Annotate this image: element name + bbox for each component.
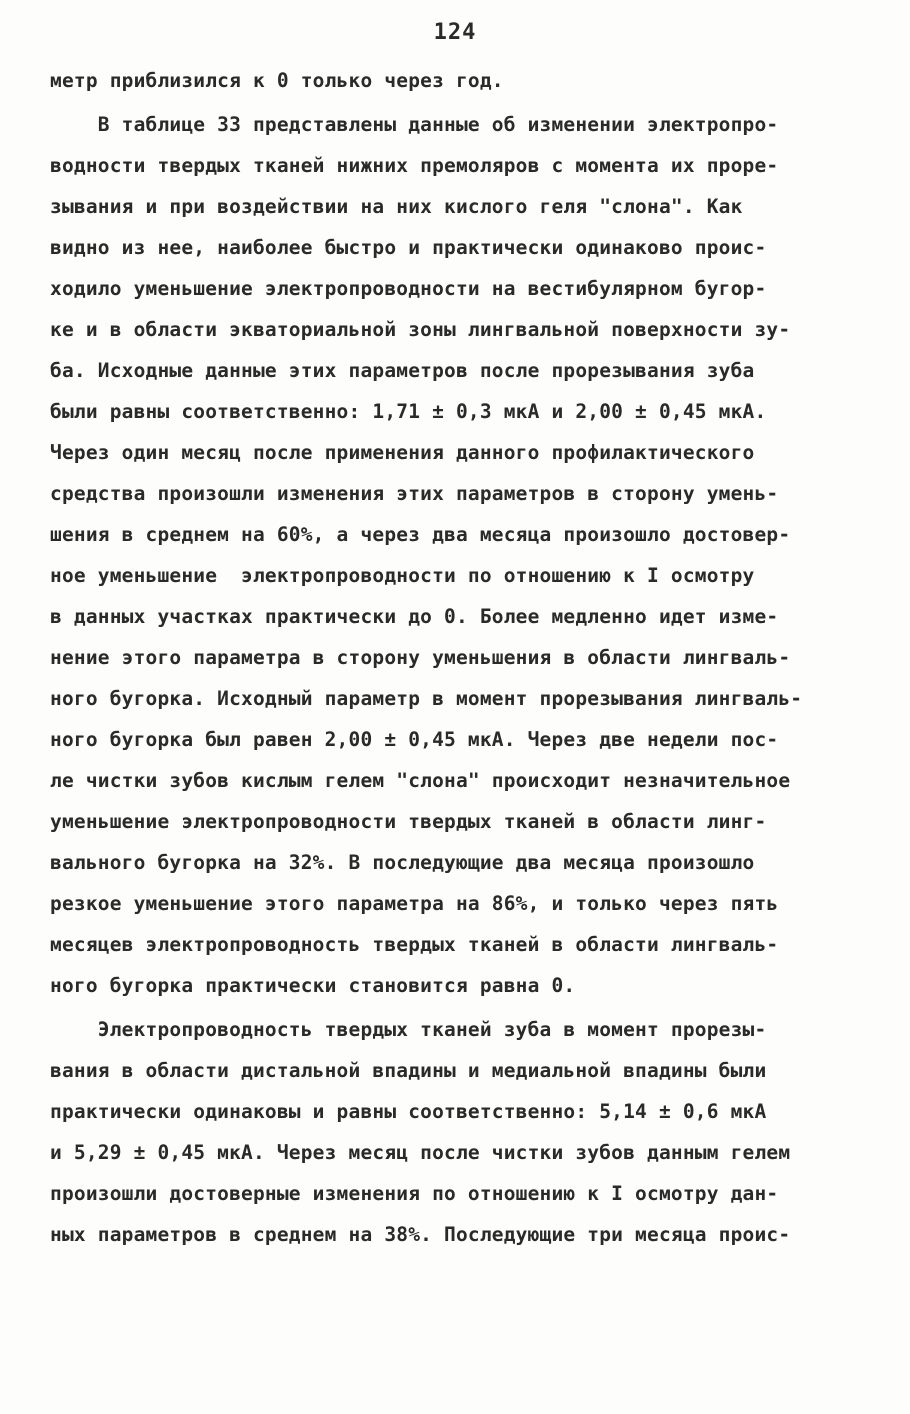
text-line: водности твердых тканей нижних премоляров с момента их проре-: [50, 154, 779, 177]
text-line: шения в среднем на 60%, а через два месяца произошло достовер-: [50, 523, 791, 546]
text-line: вального бугорка на 32%. В последующие два месяца произошло: [50, 851, 755, 874]
text-line: Через один месяц после применения данного профилактического: [50, 441, 755, 464]
page-number: 124: [433, 20, 477, 45]
text-line: нение этого параметра в сторону уменьшения в области лингваль-: [50, 646, 791, 669]
text-line: произошли достоверные изменения по отношению к I осмотру дан-: [50, 1182, 779, 1205]
text-line: В таблице 33 представлены данные об изменении электропро-: [50, 113, 779, 136]
text-line: в данных участках практически до 0. Более медленно идет изме-: [50, 605, 779, 628]
text-line: месяцев электропроводность твердых тканей в области лингваль-: [50, 933, 779, 956]
text-line: ного бугорка был равен 2,00 ± 0,45 мкА. Через две недели пос-: [50, 728, 779, 751]
text-line: ного бугорка. Исходный параметр в момент прорезывания лингваль-: [50, 687, 803, 710]
text-line: практически одинаковы и равны соответственно: 5,14 ± 0,6 мкА: [50, 1100, 767, 1123]
text-line: ходило уменьшение электропроводности на вестибулярном бугор-: [50, 277, 767, 300]
text-line: ного бугорка практически становится равна 0.: [50, 974, 576, 997]
text-line: ных параметров в среднем на 38%. Последующие три месяца проис-: [50, 1223, 791, 1246]
text-line: ле чистки зубов кислым гелем "слона" происходит незначительное: [50, 769, 791, 792]
text-line: и 5,29 ± 0,45 мкА. Через месяц после чистки зубов данным гелем: [50, 1141, 791, 1164]
text-line: уменьшение электропроводности твердых тканей в области линг-: [50, 810, 767, 833]
text-line: ке и в области экваториальной зоны лингвальной поверхности зу-: [50, 318, 791, 341]
text-line: ное уменьшение электропроводности по отношению к I осмотру: [50, 564, 755, 587]
text-line: метр приблизился к 0 только через год.: [50, 69, 504, 92]
text-line: ба. Исходные данные этих параметров после прорезывания зуба: [50, 359, 755, 382]
text-line: резкое уменьшение этого параметра на 86%, и только через пять: [50, 892, 779, 915]
text-line: зывания и при воздействии на них кислого геля "слона". Как: [50, 195, 743, 218]
text-line: были равны соответственно: 1,71 ± 0,3 мкА и 2,00 ± 0,45 мкА.: [50, 400, 767, 423]
text-line: вания в области дистальной впадины и медиальной впадины были: [50, 1059, 767, 1082]
text-line: Электропроводность твердых тканей зуба в момент прорезы-: [50, 1018, 767, 1041]
text-line: видно из нее, наиболее быстро и практически одинаково проис-: [50, 236, 767, 259]
text-line: средства произошли изменения этих параметров в сторону умень-: [50, 482, 779, 505]
